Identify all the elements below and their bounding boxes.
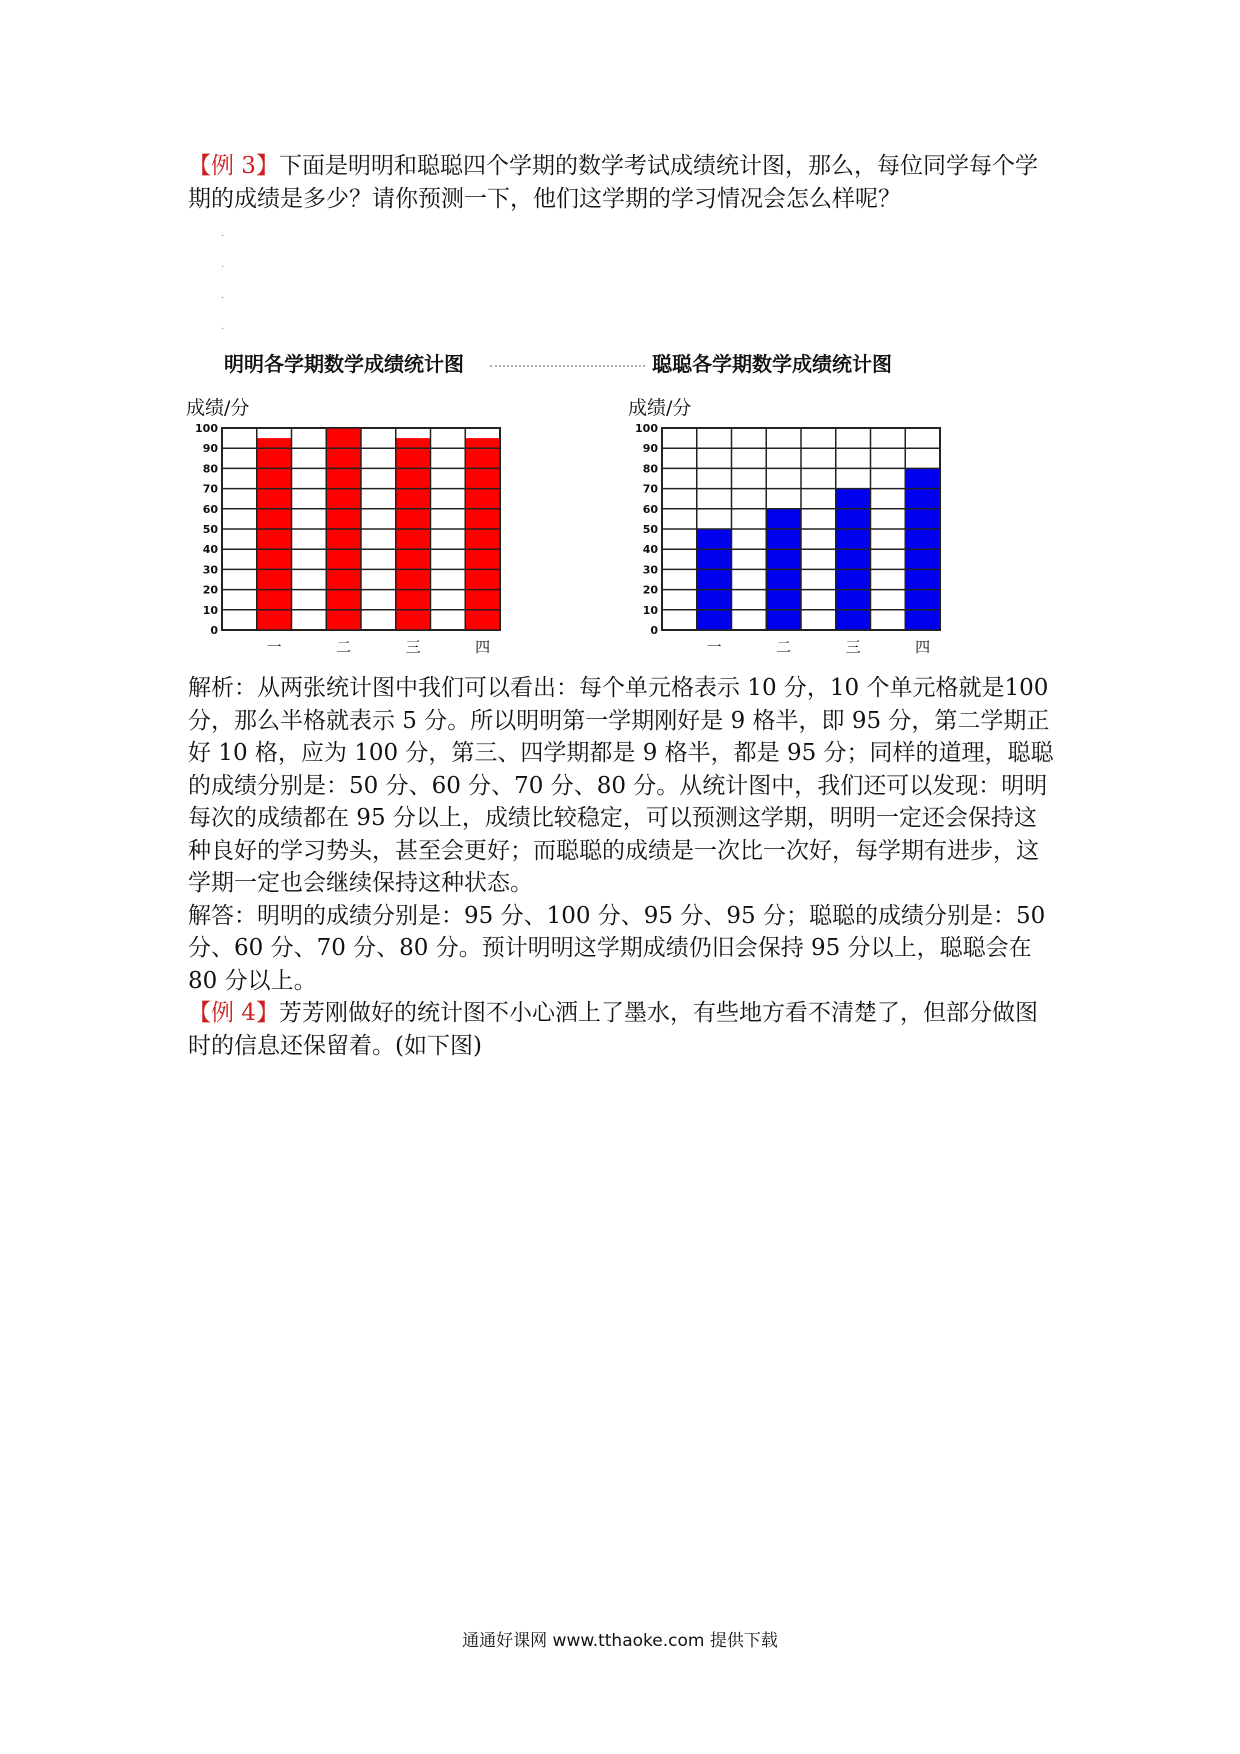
x-tick-label: 三 [845,638,861,656]
right-chart-ylabel: 成绩/分 [628,397,692,419]
analysis-text: 解析：从两张统计图中我们可以看出：每个单元格表示 10 分，10 个单元格就是100 分，那么半格就表示 5 分。所以明明第一学期刚好是 9 格半，即 95 分，第二学期正好 10 格，应为 100 分，第三、四学期都是 9 格半，都是 95 分；同样的道理，聪聪的成绩分别是：50 分、60 分、70 分、80 分。从统计图中，我们还可以发现：明明每次的成绩都在 95 分以上，成绩比较稳定，可以预测这学期，明明一定还会保持这种良好的学习势头，甚至会更好；而聪聪的成绩是一次比一次好，每学期有进步，这学期一定也会继续保持这种状态。 [188,675,1054,896]
y-tick-label: 40 [642,543,658,557]
y-tick-label: 50 [202,523,218,536]
left-chart-ylabel: 成绩/分 [186,397,250,419]
y-tick-label: 40 [202,543,218,557]
y-tick-label: 10 [642,603,658,617]
y-tick-label: 80 [642,462,658,476]
example3-question [188,150,1058,215]
example3-text: 下面是明明和聪聪四个学期的数学考试成绩统计图，那么，每位同学每个学期的成绩是多少？请你预测一下，他们这学期的学习情况会怎么样呢？ [188,153,1038,212]
bar-一 [697,529,732,630]
y-tick-label: 100 [195,422,218,435]
x-tick-label: 三 [405,638,421,656]
mingming-score-bar-chart [190,420,510,660]
bar-三 [396,438,431,630]
y-tick-label: 60 [642,502,658,516]
decorative-dot: · [221,262,225,273]
right-chart-title: 聪聪各学期数学成绩统计图 [652,352,892,376]
x-tick-label: 四 [915,638,931,656]
decorative-dot: · [221,231,225,242]
decorative-dot: · [221,293,225,304]
decorative-dot: · [221,324,225,335]
x-tick-label: 四 [475,638,491,656]
bar-四 [465,438,500,630]
y-tick-label: 90 [642,442,658,456]
x-tick-label: 一 [706,638,722,656]
x-tick-label: 一 [266,638,282,656]
y-tick-label: 0 [210,624,218,637]
analysis-paragraph [188,672,1058,1062]
x-tick-label: 二 [776,638,792,656]
y-tick-label: 30 [642,563,658,577]
answer-text: 解答：明明的成绩分别是：95 分、100 分、95 分、95 分；聪聪的成绩分别是：50 分、60 分、70 分、80 分。预计明明这学期成绩仍旧会保持 95 分以上，聪聪会在 80 分以上。 [188,902,1046,994]
y-tick-label: 0 [650,624,658,637]
example4-text: 芳芳刚做好的统计图不小心洒上了墨水，有些地方看不清楚了，但部分做图时的信息还保留着。(如下图) [188,1000,1038,1059]
congcong-score-bar-chart [630,420,950,660]
footer-credit: 通通好课网 www.tthaoke.com 提供下载 [462,1631,778,1651]
y-tick-label: 60 [202,502,218,516]
y-tick-label: 100 [635,422,658,435]
y-tick-label: 70 [642,482,658,496]
example4-tag: 【例 4】 [188,1000,279,1026]
bar-三 [836,489,871,630]
x-tick-label: 二 [336,638,352,656]
y-tick-label: 70 [202,482,218,496]
example3-tag: 【例 3】 [188,153,279,179]
y-tick-label: 10 [202,603,218,617]
left-chart-title: 明明各学期数学成绩统计图 [224,352,464,376]
y-tick-label: 20 [642,583,658,597]
example4-question [188,997,1058,1062]
y-tick-label: 80 [202,462,218,476]
y-tick-label: 20 [202,583,218,597]
y-tick-label: 50 [642,523,658,536]
y-tick-label: 30 [202,563,218,577]
bar-一 [257,438,292,630]
y-tick-label: 90 [202,442,218,456]
title-dot-leader [490,355,645,367]
